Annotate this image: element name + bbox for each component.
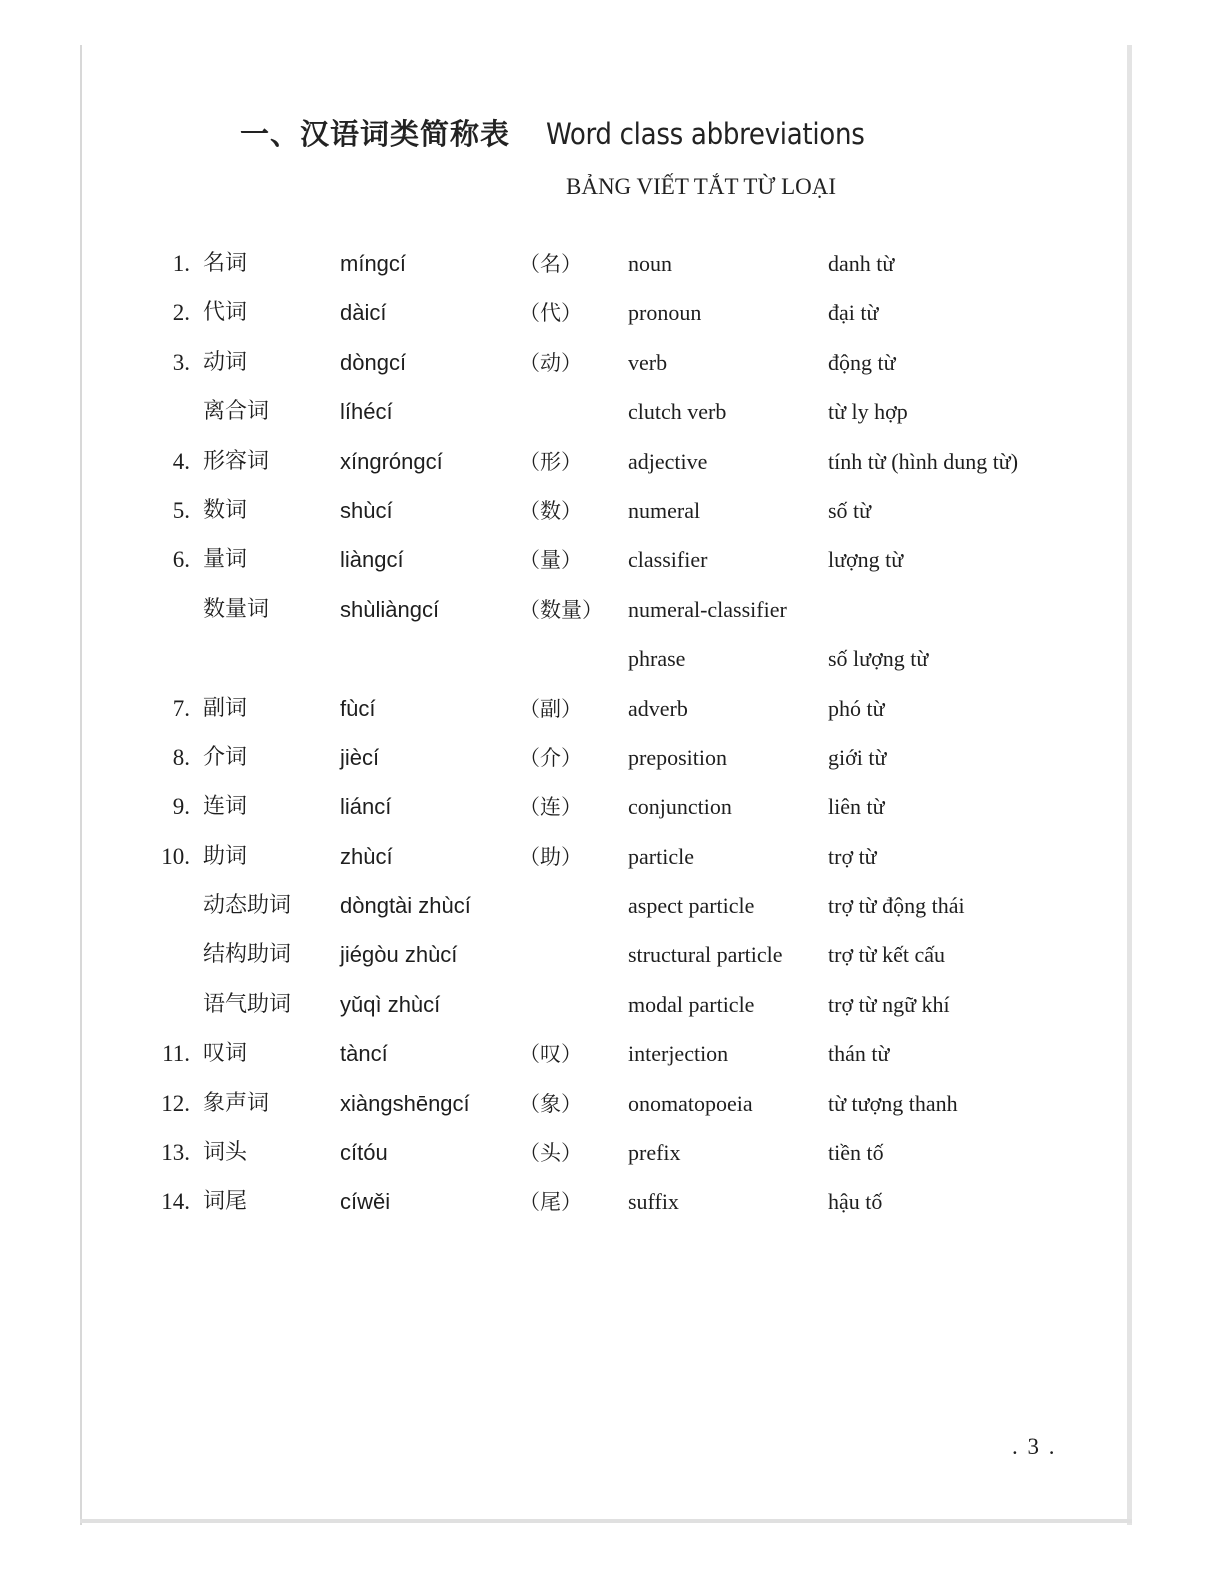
pinyin: xiàngshēngcí: [340, 1090, 470, 1116]
vietnamese-term: từ ly hợp: [828, 399, 908, 425]
chinese-term: 词头: [203, 1140, 248, 1166]
table-row: [0, 738, 1225, 787]
table-row: [0, 590, 1225, 639]
english-term: adjective: [628, 448, 708, 474]
row-number: 14.: [161, 1189, 190, 1215]
english-term: onomatopoeia: [628, 1090, 753, 1116]
english-term: modal particle: [628, 991, 755, 1017]
abbreviation: （象）: [519, 1091, 582, 1116]
vietnamese-term: số lượng từ: [828, 646, 929, 672]
row-number: 6.: [172, 547, 190, 573]
table-row: [0, 1084, 1225, 1133]
abbreviation: （副）: [519, 696, 582, 721]
english-term: classifier: [628, 547, 708, 573]
pinyin: liàngcí: [340, 547, 404, 573]
english-term: numeral-classifier: [628, 596, 787, 622]
row-number: 7.: [172, 695, 190, 721]
chinese-term: 叹词: [203, 1041, 248, 1067]
abbreviation: （数）: [519, 498, 582, 523]
english-term: verb: [628, 349, 668, 375]
vietnamese-term: hậu tố: [828, 1189, 883, 1215]
row-number: 9.: [172, 794, 190, 820]
subtitle-vietnamese: BẢNG VIẾT TẮT TỪ LOẠI: [566, 174, 836, 199]
abbreviation: （形）: [519, 449, 582, 474]
english-term: pronoun: [628, 300, 702, 326]
title-english: Word class abbreviations: [546, 117, 865, 151]
row-number: 5.: [172, 497, 190, 523]
pinyin: dòngcí: [340, 349, 407, 375]
row-number: 1.: [172, 251, 190, 276]
table-row: [0, 639, 1225, 688]
vietnamese-term: đại từ: [828, 300, 879, 326]
chinese-term: 连词: [203, 794, 248, 820]
pinyin: dàicí: [340, 300, 387, 326]
pinyin: jiégòu zhùcí: [340, 942, 458, 968]
pinyin: fùcí: [340, 695, 376, 721]
table-row: [0, 442, 1225, 491]
table-row: [0, 985, 1225, 1034]
abbreviation: （代）: [519, 301, 582, 326]
chinese-term: 量词: [203, 547, 248, 573]
vietnamese-term: từ tượng thanh: [828, 1090, 958, 1116]
chinese-term: 名词: [203, 251, 248, 276]
table-row: [0, 935, 1225, 984]
vietnamese-term: trợ từ: [828, 843, 877, 869]
page-number: . 3 .: [1012, 1434, 1057, 1459]
pinyin: yǔqì zhùcí: [340, 991, 441, 1017]
table-row: [0, 293, 1225, 342]
row-number: 2.: [172, 300, 190, 326]
english-term: clutch verb: [628, 399, 727, 425]
abbreviation: （数量）: [519, 597, 603, 622]
chinese-term: 离合词: [203, 399, 270, 425]
english-term: preposition: [628, 744, 727, 770]
english-term: suffix: [628, 1189, 679, 1215]
chinese-term: 动态助词: [203, 893, 292, 919]
chinese-term: 助词: [203, 843, 248, 869]
english-term: interjection: [628, 1041, 729, 1067]
pinyin: shùliàngcí: [340, 596, 440, 622]
row-number: 3.: [172, 349, 190, 375]
pinyin: zhùcí: [340, 843, 393, 869]
pinyin: tàncí: [340, 1041, 388, 1067]
table-row: [0, 1034, 1225, 1083]
english-term: particle: [628, 843, 694, 869]
pinyin: xíngróngcí: [340, 448, 443, 474]
table-row: [0, 343, 1225, 392]
chinese-term: 语气助词: [203, 991, 292, 1017]
vietnamese-term: tính từ (hình dung từ): [828, 448, 1019, 474]
row-number: 8.: [172, 744, 190, 770]
pinyin: líhécí: [340, 399, 393, 425]
word-class-table: [0, 244, 1225, 1232]
pinyin: liáncí: [340, 794, 392, 820]
row-number: 12.: [161, 1090, 190, 1116]
chinese-term: 代词: [203, 300, 248, 326]
abbreviation: （介）: [519, 745, 582, 770]
table-row: [0, 491, 1225, 540]
english-term: adverb: [628, 695, 688, 721]
vietnamese-term: số từ: [828, 497, 872, 523]
chinese-term: 数词: [203, 497, 248, 523]
abbreviation: （尾）: [519, 1190, 582, 1215]
pinyin: cítóu: [340, 1140, 388, 1166]
abbreviation: （名）: [519, 252, 582, 276]
english-term: structural particle: [628, 942, 783, 968]
vietnamese-term: phó từ: [828, 695, 885, 721]
abbreviation: （动）: [519, 350, 582, 375]
english-term: prefix: [628, 1140, 681, 1166]
vietnamese-term: lượng từ: [828, 547, 904, 573]
english-term: aspect particle: [628, 893, 755, 919]
vietnamese-term: động từ: [828, 349, 896, 375]
english-term: numeral: [628, 497, 701, 523]
abbreviation: （叹）: [519, 1042, 582, 1067]
chinese-term: 数量词: [203, 596, 270, 622]
vietnamese-term: trợ từ động thái: [828, 893, 965, 919]
pinyin: míngcí: [340, 251, 407, 276]
row-number: 11.: [162, 1041, 190, 1067]
chinese-term: 结构助词: [203, 942, 292, 968]
chinese-term: 副词: [203, 695, 248, 721]
pinyin: dòngtài zhùcí: [340, 893, 471, 919]
chinese-term: 象声词: [203, 1090, 270, 1116]
row-number: 13.: [161, 1140, 190, 1166]
abbreviation: （量）: [519, 548, 582, 573]
abbreviation: （头）: [519, 1141, 582, 1166]
abbreviation: （连）: [519, 795, 582, 820]
pinyin: jiècí: [340, 744, 380, 770]
vietnamese-term: tiền tố: [828, 1140, 884, 1166]
vietnamese-term: giới từ: [828, 744, 887, 770]
english-term: phrase: [628, 646, 686, 672]
page-title: [240, 112, 865, 153]
table-row: [0, 1133, 1225, 1182]
vietnamese-term: danh từ: [828, 251, 895, 276]
pinyin: shùcí: [340, 497, 393, 523]
chinese-term: 动词: [203, 349, 248, 375]
vietnamese-term: trợ từ ngữ khí: [828, 991, 950, 1017]
vietnamese-term: trợ từ kết cấu: [828, 942, 946, 968]
table-row: [0, 392, 1225, 441]
abbreviation: （助）: [519, 844, 582, 869]
pinyin: cíwěi: [340, 1189, 391, 1215]
row-number: 4.: [172, 448, 190, 474]
chinese-term: 形容词: [203, 448, 270, 474]
table-row: [0, 787, 1225, 836]
table-row: [0, 540, 1225, 589]
page-edge-bottom: [80, 1519, 1132, 1523]
row-number: 10.: [161, 843, 190, 869]
table-row: [0, 1182, 1225, 1231]
english-term: conjunction: [628, 794, 732, 820]
english-term: noun: [628, 251, 672, 276]
table-row: [0, 886, 1225, 935]
vietnamese-term: thán từ: [828, 1041, 890, 1067]
chinese-term: 词尾: [203, 1189, 248, 1215]
table-row: [0, 244, 1225, 293]
title-chinese: 一、汉语词类简称表: [240, 117, 511, 151]
table-row: [0, 689, 1225, 738]
chinese-term: 介词: [203, 744, 248, 770]
vietnamese-term: liên từ: [828, 794, 885, 820]
table-row: [0, 837, 1225, 886]
